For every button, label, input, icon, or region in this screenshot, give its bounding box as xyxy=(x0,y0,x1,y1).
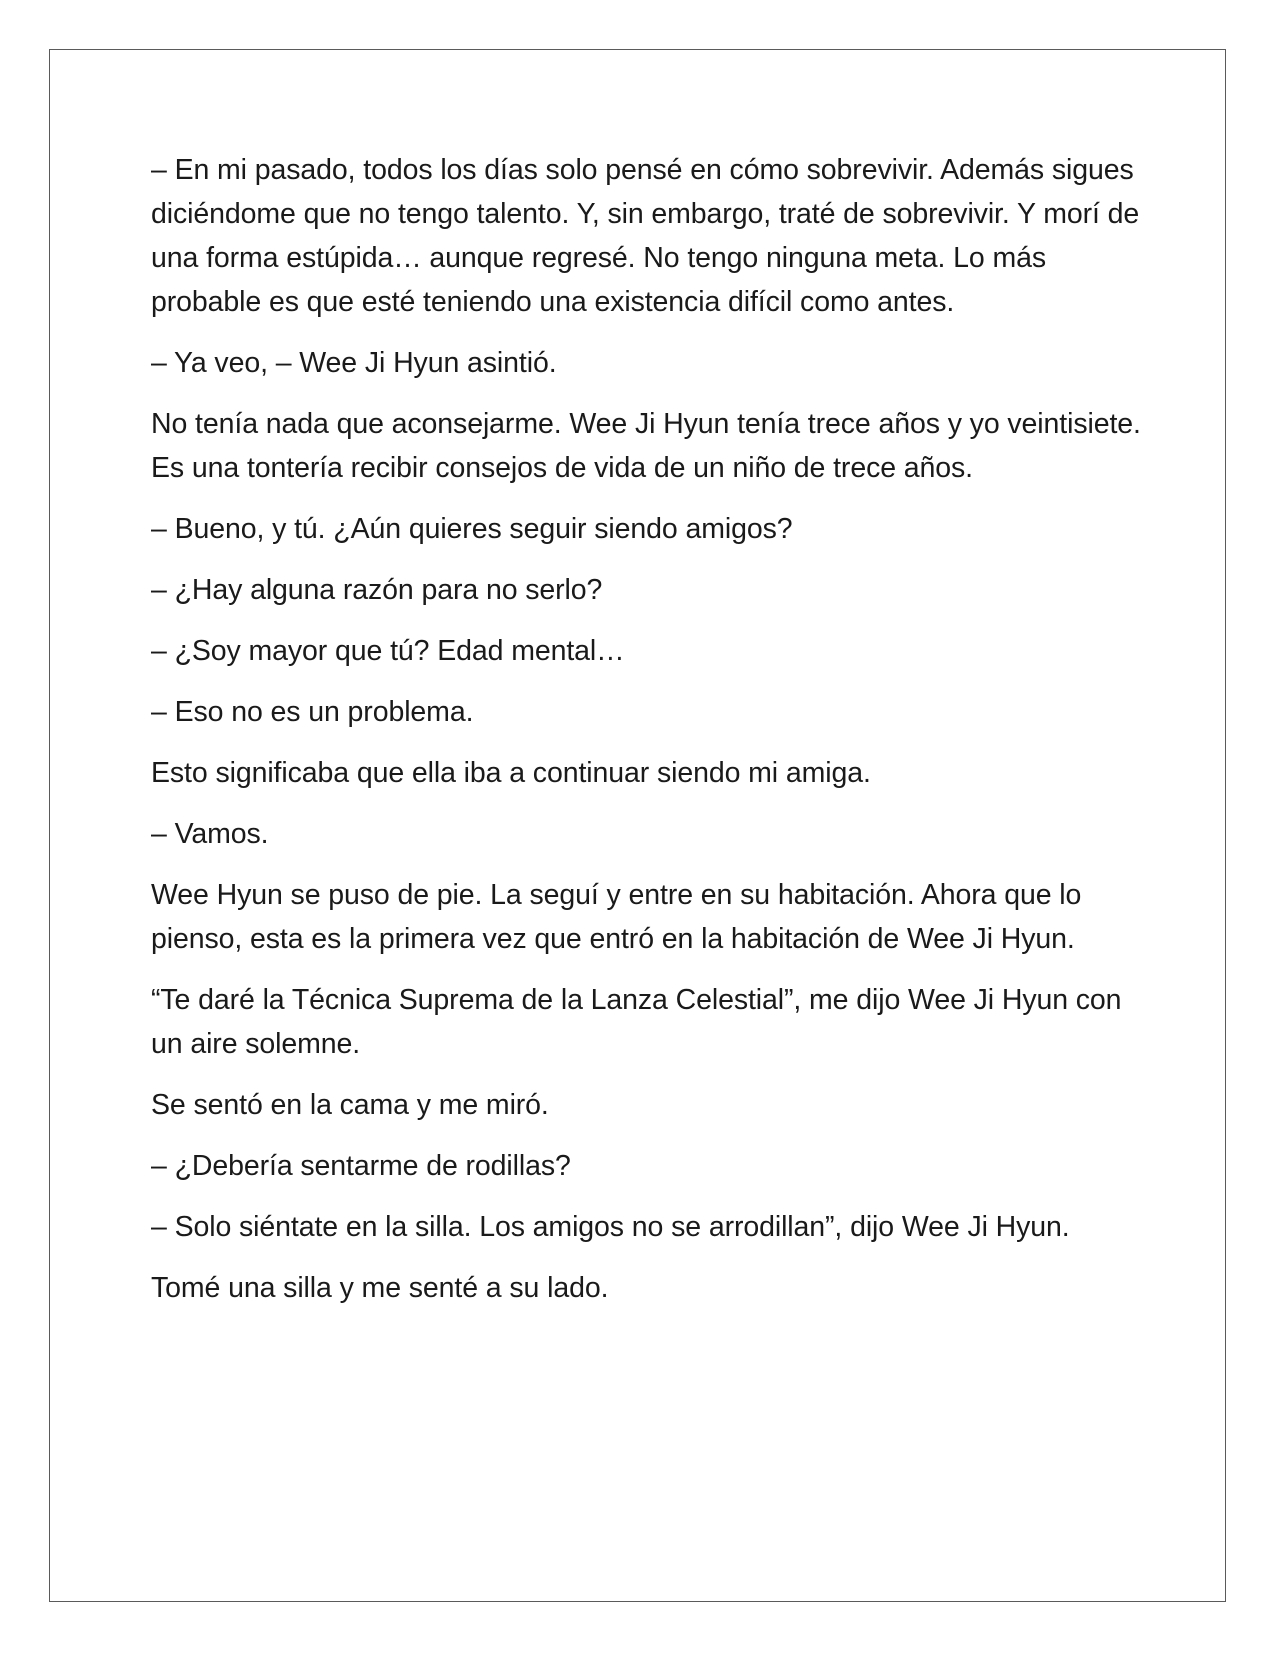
paragraph-5: – ¿Hay alguna razón para no serlo? xyxy=(151,574,603,606)
paragraph-15: Tomé una silla y me senté a su lado. xyxy=(151,1272,609,1304)
paragraph-2: – Ya veo, – Wee Ji Hyun asintió. xyxy=(151,347,557,379)
paragraph-3: No tenía nada que aconsejarme. Wee Ji Hyun tenía trece años y yo veintisiete. Es una tontería recibir consejos de vida de un niño de trece años. xyxy=(151,408,1141,484)
paragraph-1: – En mi pasado, todos los días solo pensé en cómo sobrevivir. Además sigues diciéndome que no tengo talento. Y, sin embargo, traté de sobrevivir. Y morí de una forma estúpida… aunque regresé. No tengo ninguna meta. Lo más probable es que esté teniendo una existencia difícil como antes. xyxy=(151,154,1140,318)
paragraph-12: Se sentó en la cama y me miró. xyxy=(151,1089,549,1121)
paragraph-7: – Eso no es un problema. xyxy=(151,696,474,728)
paragraph-13: – ¿Debería sentarme de rodillas? xyxy=(151,1150,571,1182)
paragraph-4: – Bueno, y tú. ¿Aún quieres seguir siendo amigos? xyxy=(151,513,793,545)
document-body xyxy=(151,148,1141,1327)
paragraph-14: – Solo siéntate en la silla. Los amigos no se arrodillan”, dijo Wee Ji Hyun. xyxy=(151,1211,1070,1243)
paragraph-10: Wee Hyun se puso de pie. La seguí y entre en su habitación. Ahora que lo pienso, esta es la primera vez que entró en la habitación de Wee Ji Hyun. xyxy=(151,879,1082,955)
paragraph-6: – ¿Soy mayor que tú? Edad mental… xyxy=(151,635,625,667)
paragraph-8: Esto significaba que ella iba a continuar siendo mi amiga. xyxy=(151,757,871,789)
paragraph-9: – Vamos. xyxy=(151,818,269,850)
paragraph-11: “Te daré la Técnica Suprema de la Lanza Celestial”, me dijo Wee Ji Hyun con un aire solemne. xyxy=(151,984,1122,1060)
